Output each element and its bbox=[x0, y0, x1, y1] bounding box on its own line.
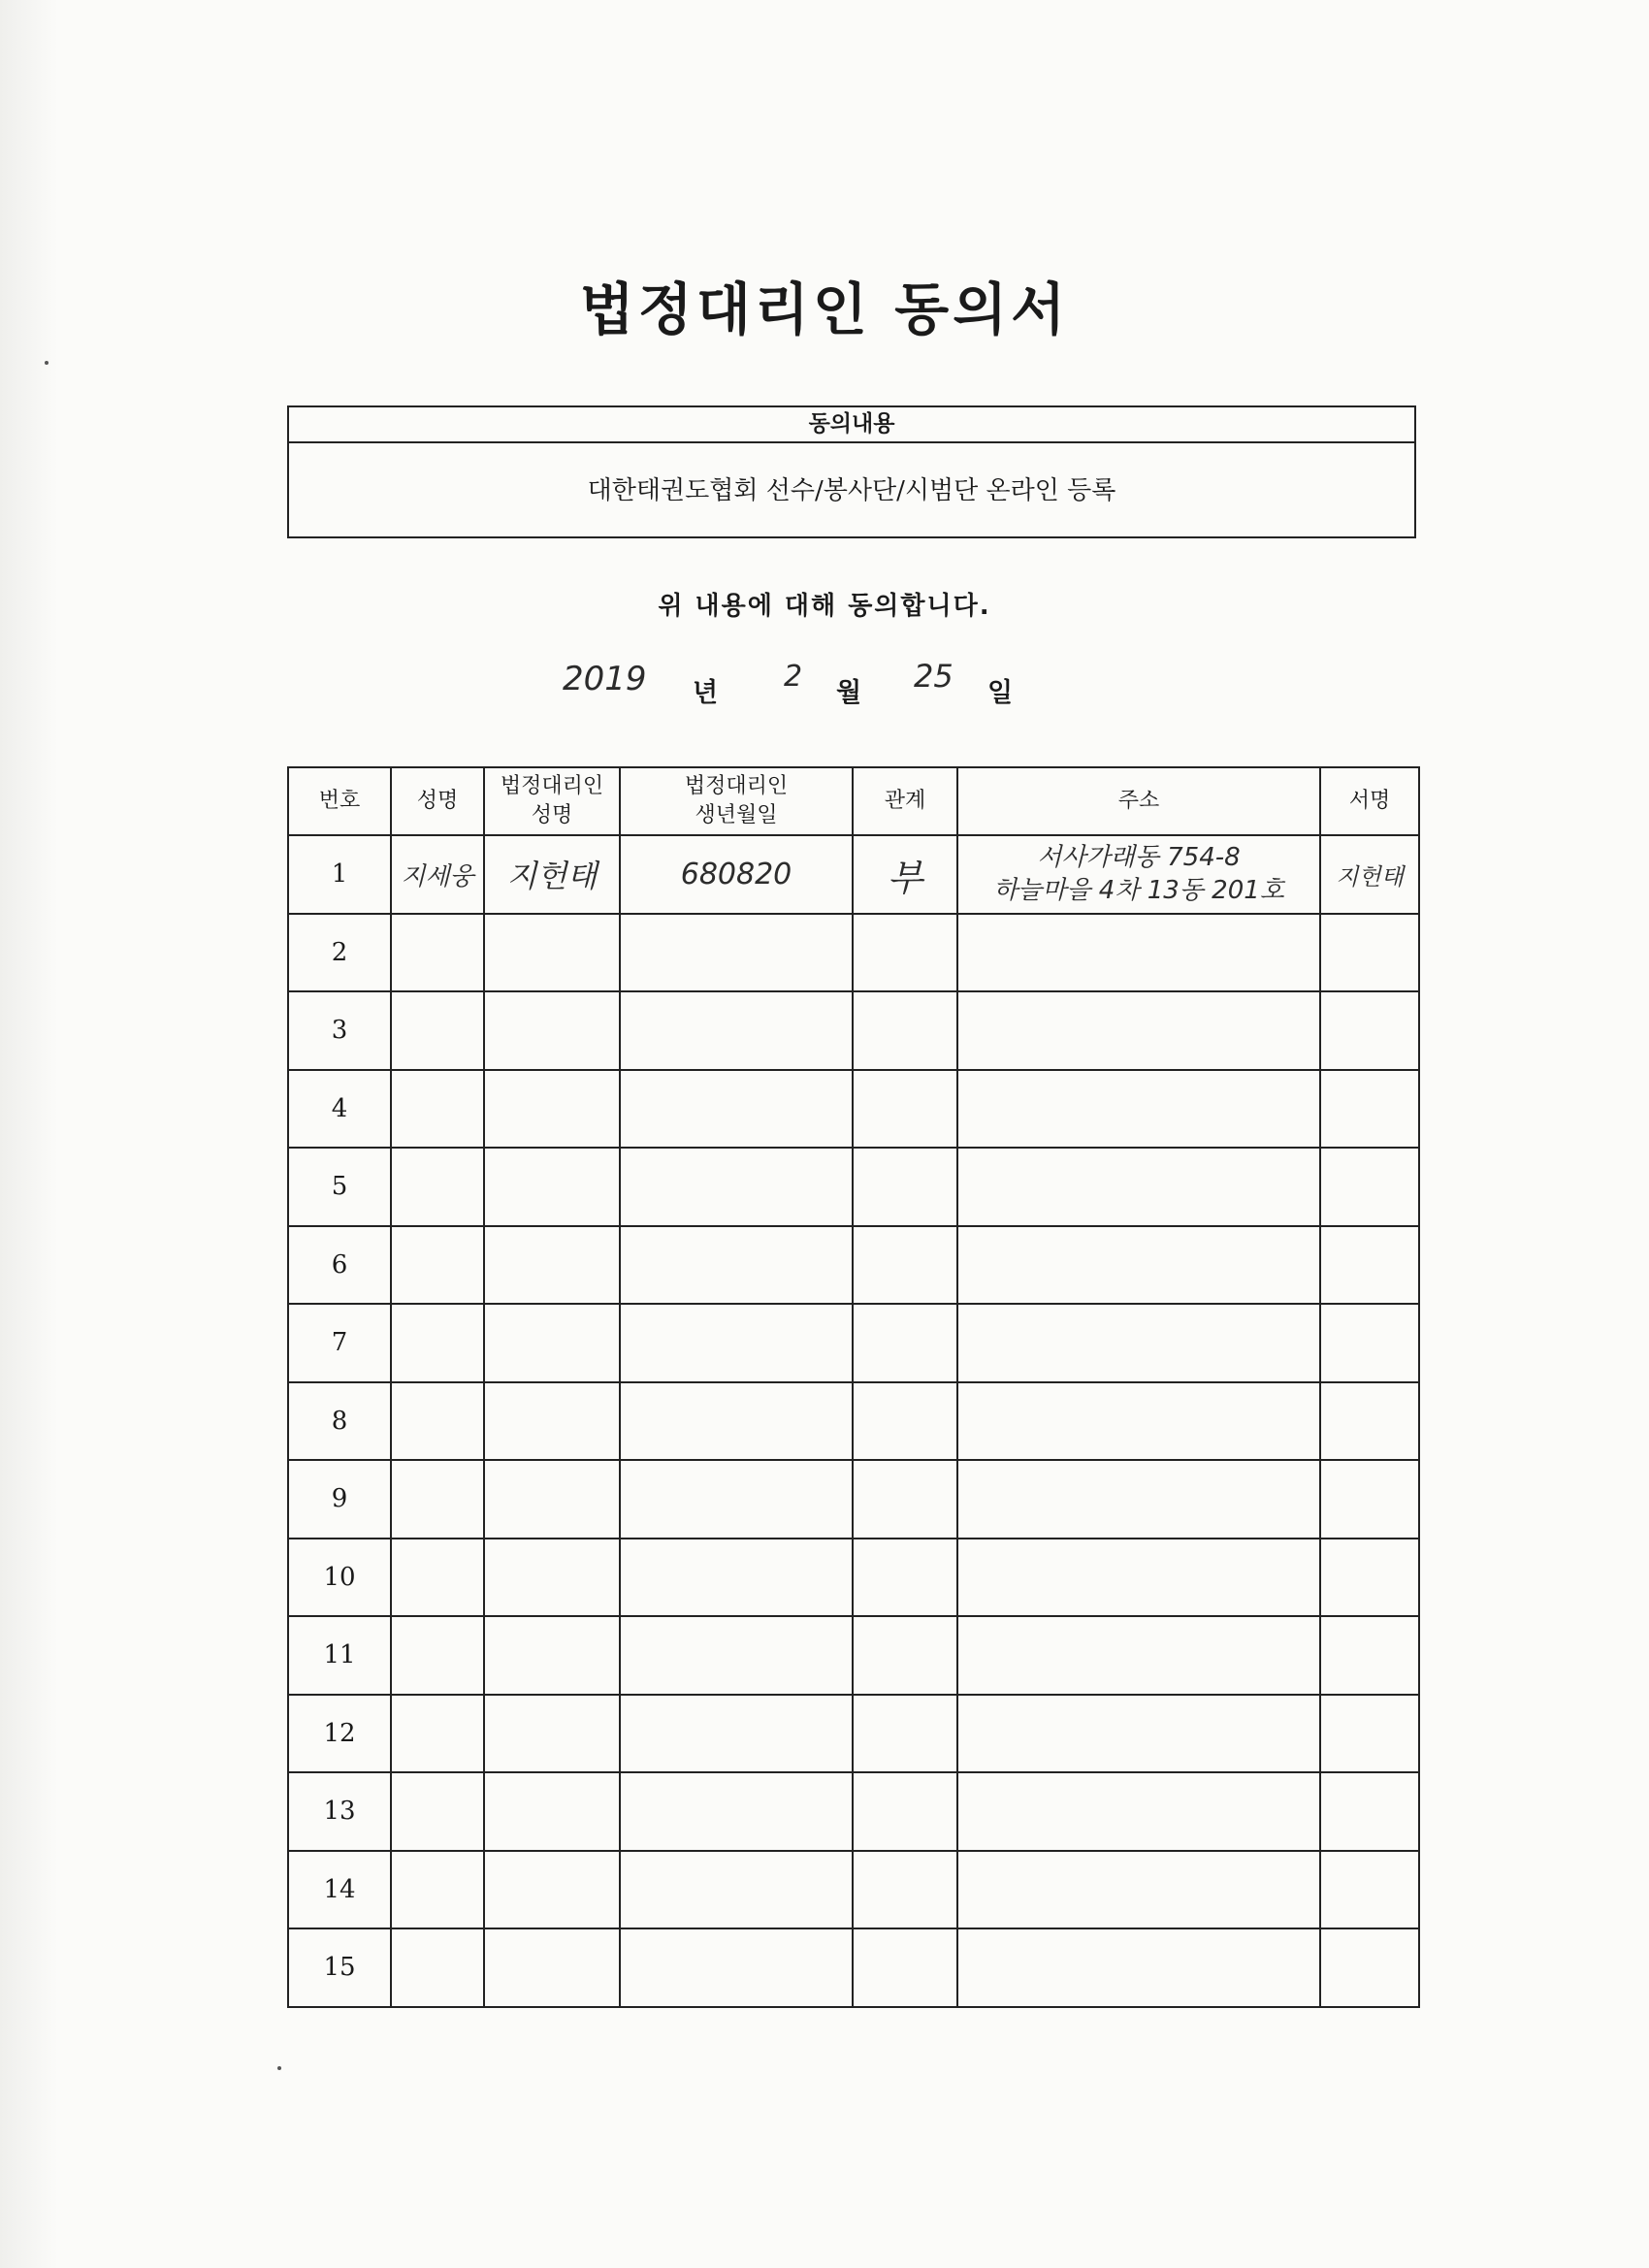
table-row bbox=[288, 1616, 1419, 1695]
table-row bbox=[288, 1851, 1419, 1929]
consent-header: 동의내용 bbox=[289, 407, 1414, 443]
header-number: 번호 bbox=[288, 767, 391, 835]
row-number: 5 bbox=[288, 1148, 391, 1226]
row-number: 4 bbox=[288, 1070, 391, 1149]
row-number: 13 bbox=[288, 1772, 391, 1851]
row-name: 지세웅 bbox=[391, 835, 484, 914]
row-number: 12 bbox=[288, 1695, 391, 1773]
date-month-unit: 월 bbox=[836, 678, 862, 708]
row-number: 15 bbox=[288, 1928, 391, 2007]
row-number: 7 bbox=[288, 1304, 391, 1382]
date-year-handwritten: 2019 bbox=[563, 660, 647, 698]
row-number: 1 bbox=[288, 835, 391, 914]
table-header-row bbox=[288, 767, 1419, 835]
row-number: 11 bbox=[288, 1616, 391, 1695]
row-number: 8 bbox=[288, 1382, 391, 1461]
date-day-unit: 일 bbox=[987, 678, 1014, 708]
consent-body: 대한태권도협회 선수/봉사단/시범단 온라인 등록 bbox=[587, 476, 1116, 505]
table-row bbox=[288, 1382, 1419, 1461]
row-guardian-name: 지헌태 bbox=[484, 835, 620, 914]
header-guardian-birth: 법정대리인 생년월일 bbox=[620, 767, 853, 835]
table-row bbox=[288, 835, 1419, 914]
row-number: 9 bbox=[288, 1460, 391, 1539]
row-number: 6 bbox=[288, 1226, 391, 1305]
document-title: 법정대리인 동의서 bbox=[579, 276, 1070, 342]
date-year-unit: 년 bbox=[693, 678, 719, 708]
table-row bbox=[288, 1539, 1419, 1617]
row-number: 2 bbox=[288, 914, 391, 992]
date-month-handwritten: 2 bbox=[784, 660, 803, 694]
table-row bbox=[288, 1928, 1419, 2007]
header-guardian-name: 법정대리인 성명 bbox=[484, 767, 620, 835]
scan-speck bbox=[277, 2066, 281, 2070]
header-address: 주소 bbox=[957, 767, 1320, 835]
scan-speck bbox=[45, 361, 48, 365]
table-row bbox=[288, 1772, 1419, 1851]
header-signature: 서명 bbox=[1320, 767, 1419, 835]
table-row bbox=[288, 914, 1419, 992]
guardian-table bbox=[287, 766, 1420, 2008]
consent-box bbox=[287, 405, 1416, 538]
row-number: 10 bbox=[288, 1539, 391, 1617]
table-row bbox=[288, 1695, 1419, 1773]
table-row bbox=[288, 1148, 1419, 1226]
row-address: 서사가래동 754-8 하늘마을 4차 13동 201호 bbox=[957, 835, 1320, 914]
table-row bbox=[288, 1460, 1419, 1539]
header-relation: 관계 bbox=[853, 767, 957, 835]
row-guardian-birth: 680820 bbox=[620, 835, 853, 914]
table-row bbox=[288, 1304, 1419, 1382]
agreement-statement: 위 내용에 대해 동의합니다. bbox=[658, 592, 991, 621]
table-row bbox=[288, 1226, 1419, 1305]
row-signature: 지헌태 bbox=[1320, 835, 1419, 914]
table-row bbox=[288, 1070, 1419, 1149]
row-number: 14 bbox=[288, 1851, 391, 1929]
row-relation: 부 bbox=[853, 835, 957, 914]
date-line bbox=[0, 658, 1649, 712]
row-number: 3 bbox=[288, 991, 391, 1070]
table-row bbox=[288, 991, 1419, 1070]
date-day-handwritten: 25 bbox=[914, 658, 954, 695]
header-name: 성명 bbox=[391, 767, 484, 835]
